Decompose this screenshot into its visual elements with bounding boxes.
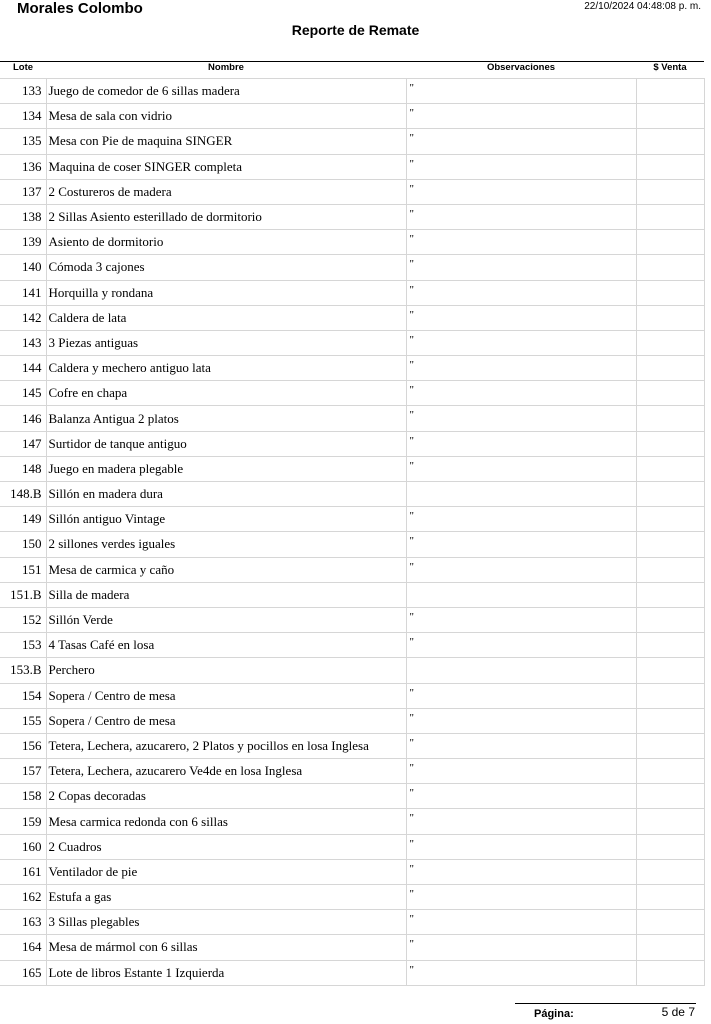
lote-cell: 149 <box>0 507 46 532</box>
table-row <box>0 683 704 708</box>
nombre-cell: Juego de comedor de 6 sillas madera <box>46 79 406 104</box>
lote-cell: 136 <box>0 154 46 179</box>
page-label: Página: <box>534 1008 574 1020</box>
lote-cell: 148.B <box>0 482 46 507</box>
observaciones-cell: " <box>406 406 636 431</box>
table-row <box>0 255 704 280</box>
observaciones-cell: " <box>406 431 636 456</box>
nombre-cell: Silla de madera <box>46 582 406 607</box>
nombre-cell: 4 Tasas Café en losa <box>46 633 406 658</box>
observaciones-cell: " <box>406 809 636 834</box>
report-timestamp: 22/10/2024 04:48:08 p. m. <box>584 1 701 12</box>
lots-table-body <box>0 79 704 986</box>
venta-cell <box>636 204 704 229</box>
observaciones-cell: " <box>406 935 636 960</box>
nombre-cell: 3 Piezas antiguas <box>46 330 406 355</box>
venta-cell <box>636 557 704 582</box>
table-row <box>0 507 704 532</box>
lote-cell: 143 <box>0 330 46 355</box>
nombre-cell: Sillón en madera dura <box>46 482 406 507</box>
venta-cell <box>636 910 704 935</box>
observaciones-cell: " <box>406 532 636 557</box>
venta-cell <box>636 885 704 910</box>
table-row <box>0 582 704 607</box>
nombre-cell: Cómoda 3 cajones <box>46 255 406 280</box>
lote-cell: 156 <box>0 733 46 758</box>
lote-cell: 158 <box>0 784 46 809</box>
table-row <box>0 456 704 481</box>
lote-cell: 138 <box>0 204 46 229</box>
lots-table <box>0 78 705 986</box>
venta-cell <box>636 129 704 154</box>
nombre-cell: Caldera de lata <box>46 305 406 330</box>
observaciones-cell: " <box>406 834 636 859</box>
venta-cell <box>636 456 704 481</box>
nombre-cell: Sopera / Centro de mesa <box>46 683 406 708</box>
observaciones-cell: " <box>406 129 636 154</box>
observaciones-cell: " <box>406 179 636 204</box>
observaciones-cell: " <box>406 381 636 406</box>
table-row <box>0 179 704 204</box>
lote-cell: 139 <box>0 230 46 255</box>
venta-cell <box>636 356 704 381</box>
observaciones-cell: " <box>406 305 636 330</box>
column-header-lote: Lote <box>12 62 34 73</box>
nombre-cell: Tetera, Lechera, azucarero, 2 Platos y pocillos en losa Inglesa <box>46 733 406 758</box>
lote-cell: 164 <box>0 935 46 960</box>
observaciones-cell: " <box>406 255 636 280</box>
venta-cell <box>636 759 704 784</box>
venta-cell <box>636 330 704 355</box>
table-row <box>0 607 704 632</box>
observaciones-cell: " <box>406 557 636 582</box>
observaciones-cell <box>406 658 636 683</box>
observaciones-cell: " <box>406 633 636 658</box>
lote-cell: 151.B <box>0 582 46 607</box>
lote-cell: 162 <box>0 885 46 910</box>
lote-cell: 150 <box>0 532 46 557</box>
venta-cell <box>636 532 704 557</box>
table-row <box>0 79 704 104</box>
lote-cell: 163 <box>0 910 46 935</box>
observaciones-cell: " <box>406 280 636 305</box>
column-header-observaciones: Observaciones <box>486 62 556 73</box>
venta-cell <box>636 683 704 708</box>
observaciones-cell: " <box>406 456 636 481</box>
lote-cell: 152 <box>0 607 46 632</box>
venta-cell <box>636 658 704 683</box>
nombre-cell: 2 Costureros de madera <box>46 179 406 204</box>
nombre-cell: Mesa de carmica y caño <box>46 557 406 582</box>
nombre-cell: Sopera / Centro de mesa <box>46 708 406 733</box>
venta-cell <box>636 104 704 129</box>
table-row <box>0 708 704 733</box>
observaciones-cell: " <box>406 784 636 809</box>
nombre-cell: 3 Sillas plegables <box>46 910 406 935</box>
venta-cell <box>636 607 704 632</box>
venta-cell <box>636 280 704 305</box>
observaciones-cell: " <box>406 507 636 532</box>
observaciones-cell: " <box>406 154 636 179</box>
lote-cell: 133 <box>0 79 46 104</box>
lote-cell: 161 <box>0 859 46 884</box>
venta-cell <box>636 633 704 658</box>
table-row <box>0 935 704 960</box>
lote-cell: 140 <box>0 255 46 280</box>
nombre-cell: Tetera, Lechera, azucarero Ve4de en losa Inglesa <box>46 759 406 784</box>
table-row <box>0 330 704 355</box>
table-row <box>0 834 704 859</box>
nombre-cell: Maquina de coser SINGER completa <box>46 154 406 179</box>
nombre-cell: Balanza Antigua 2 platos <box>46 406 406 431</box>
lote-cell: 145 <box>0 381 46 406</box>
venta-cell <box>636 582 704 607</box>
nombre-cell: Perchero <box>46 658 406 683</box>
nombre-cell: 2 Sillas Asiento esterillado de dormitorio <box>46 204 406 229</box>
lote-cell: 165 <box>0 960 46 985</box>
venta-cell <box>636 507 704 532</box>
observaciones-cell: " <box>406 759 636 784</box>
venta-cell <box>636 482 704 507</box>
table-row <box>0 431 704 456</box>
venta-cell <box>636 79 704 104</box>
lote-cell: 155 <box>0 708 46 733</box>
nombre-cell: Ventilador de pie <box>46 859 406 884</box>
venta-cell <box>636 179 704 204</box>
company-name: Morales Colombo <box>17 0 143 17</box>
venta-cell <box>636 406 704 431</box>
table-row <box>0 532 704 557</box>
lote-cell: 153.B <box>0 658 46 683</box>
column-header-venta: $ Venta <box>653 62 687 73</box>
observaciones-cell: " <box>406 330 636 355</box>
nombre-cell: Mesa con Pie de maquina SINGER <box>46 129 406 154</box>
table-row <box>0 859 704 884</box>
nombre-cell: Caldera y mechero antiguo lata <box>46 356 406 381</box>
venta-cell <box>636 381 704 406</box>
venta-cell <box>636 960 704 985</box>
nombre-cell: Mesa de mármol con 6 sillas <box>46 935 406 960</box>
venta-cell <box>636 935 704 960</box>
lote-cell: 160 <box>0 834 46 859</box>
venta-cell <box>636 708 704 733</box>
nombre-cell: Cofre en chapa <box>46 381 406 406</box>
table-row <box>0 154 704 179</box>
column-header-nombre: Nombre <box>208 62 244 73</box>
table-row <box>0 129 704 154</box>
observaciones-cell: " <box>406 356 636 381</box>
observaciones-cell <box>406 482 636 507</box>
table-row <box>0 305 704 330</box>
observaciones-cell: " <box>406 104 636 129</box>
table-row <box>0 910 704 935</box>
venta-cell <box>636 154 704 179</box>
lote-cell: 157 <box>0 759 46 784</box>
report-title: Reporte de Remate <box>291 22 420 38</box>
lote-cell: 141 <box>0 280 46 305</box>
observaciones-cell: " <box>406 79 636 104</box>
table-row <box>0 557 704 582</box>
venta-cell <box>636 733 704 758</box>
table-row <box>0 809 704 834</box>
nombre-cell: 2 Copas decoradas <box>46 784 406 809</box>
observaciones-cell <box>406 582 636 607</box>
nombre-cell: Horquilla y rondana <box>46 280 406 305</box>
lote-cell: 144 <box>0 356 46 381</box>
observaciones-cell: " <box>406 910 636 935</box>
table-row <box>0 204 704 229</box>
observaciones-cell: " <box>406 885 636 910</box>
observaciones-cell: " <box>406 230 636 255</box>
observaciones-cell: " <box>406 708 636 733</box>
table-row <box>0 230 704 255</box>
lote-cell: 153 <box>0 633 46 658</box>
table-row <box>0 960 704 985</box>
nombre-cell: Mesa carmica redonda con 6 sillas <box>46 809 406 834</box>
lote-cell: 146 <box>0 406 46 431</box>
nombre-cell: Estufa a gas <box>46 885 406 910</box>
table-row <box>0 784 704 809</box>
observaciones-cell: " <box>406 733 636 758</box>
nombre-cell: Surtidor de tanque antiguo <box>46 431 406 456</box>
nombre-cell: 2 sillones verdes iguales <box>46 532 406 557</box>
venta-cell <box>636 859 704 884</box>
observaciones-cell: " <box>406 204 636 229</box>
table-row <box>0 381 704 406</box>
nombre-cell: 2 Cuadros <box>46 834 406 859</box>
table-row <box>0 885 704 910</box>
lote-cell: 135 <box>0 129 46 154</box>
footer-divider <box>515 1003 696 1004</box>
venta-cell <box>636 834 704 859</box>
table-row <box>0 104 704 129</box>
lote-cell: 151 <box>0 557 46 582</box>
lote-cell: 154 <box>0 683 46 708</box>
lote-cell: 134 <box>0 104 46 129</box>
venta-cell <box>636 230 704 255</box>
nombre-cell: Juego en madera plegable <box>46 456 406 481</box>
observaciones-cell: " <box>406 859 636 884</box>
venta-cell <box>636 784 704 809</box>
venta-cell <box>636 255 704 280</box>
nombre-cell: Asiento de dormitorio <box>46 230 406 255</box>
venta-cell <box>636 431 704 456</box>
observaciones-cell: " <box>406 960 636 985</box>
nombre-cell: Sillón antiguo Vintage <box>46 507 406 532</box>
table-row <box>0 759 704 784</box>
table-row <box>0 406 704 431</box>
lote-cell: 137 <box>0 179 46 204</box>
lote-cell: 147 <box>0 431 46 456</box>
nombre-cell: Lote de libros Estante 1 Izquierda <box>46 960 406 985</box>
table-row <box>0 482 704 507</box>
table-row <box>0 356 704 381</box>
table-row <box>0 658 704 683</box>
lote-cell: 142 <box>0 305 46 330</box>
lote-cell: 159 <box>0 809 46 834</box>
lote-cell: 148 <box>0 456 46 481</box>
table-row <box>0 280 704 305</box>
observaciones-cell: " <box>406 683 636 708</box>
table-row <box>0 733 704 758</box>
venta-cell <box>636 305 704 330</box>
nombre-cell: Sillón Verde <box>46 607 406 632</box>
nombre-cell: Mesa de sala con vidrio <box>46 104 406 129</box>
observaciones-cell: " <box>406 607 636 632</box>
table-row <box>0 633 704 658</box>
venta-cell <box>636 809 704 834</box>
page-number: 5 de 7 <box>661 1005 695 1019</box>
